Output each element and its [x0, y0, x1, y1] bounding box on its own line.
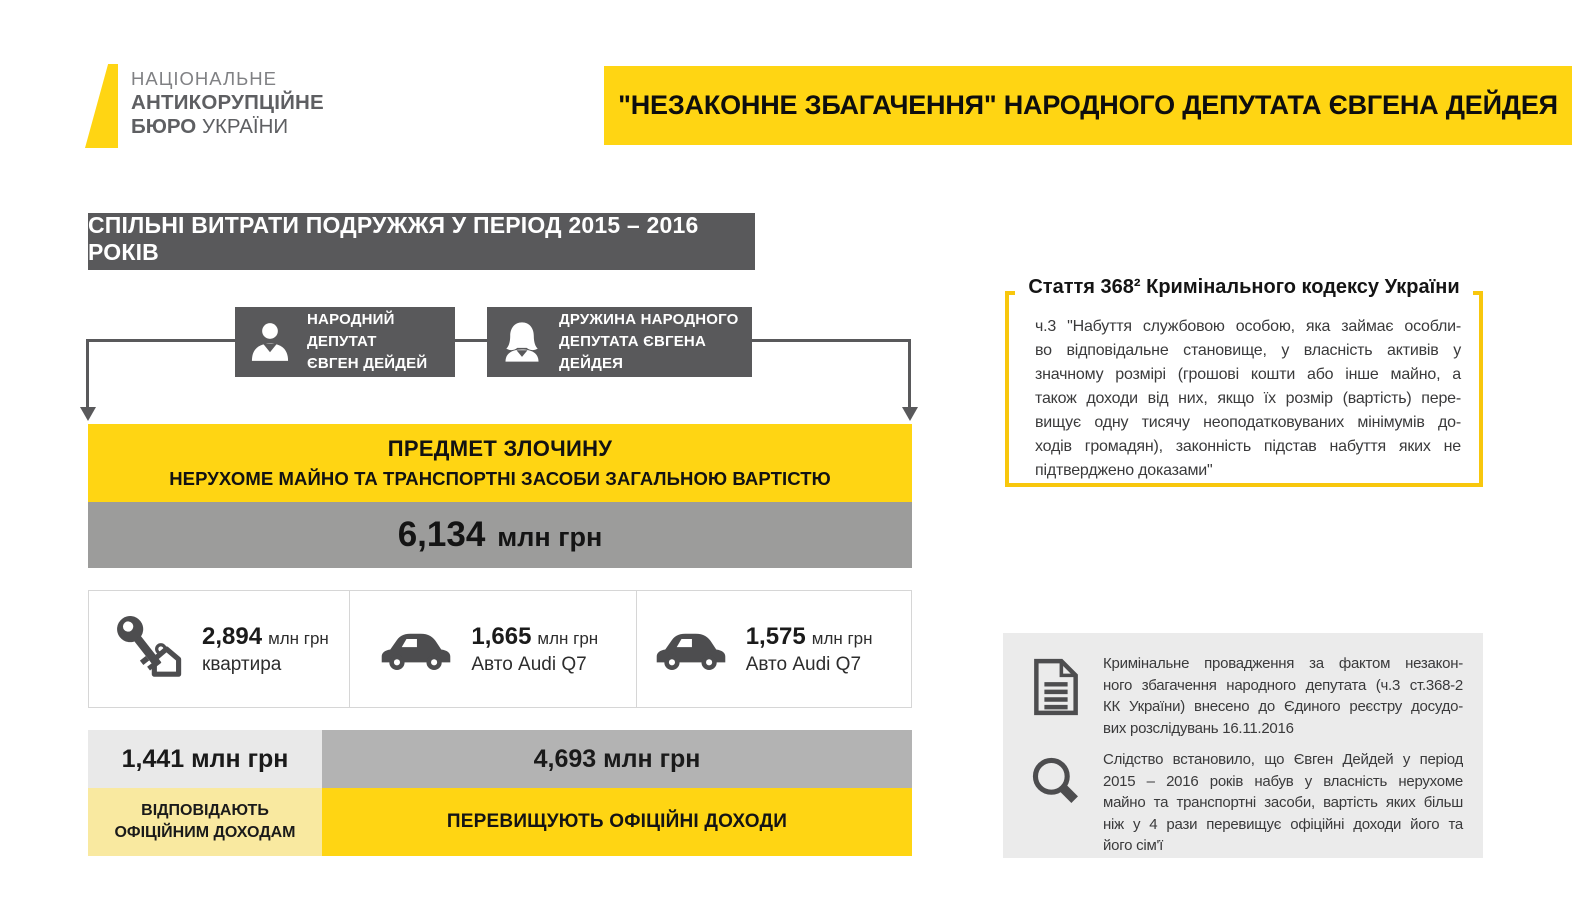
case-facts-panel: [1003, 633, 1483, 858]
title-banner: [604, 66, 1572, 145]
excess-income-value: 4,693 млн грн: [322, 730, 912, 788]
magnifier-icon: [1028, 753, 1084, 809]
nabu-logo: [131, 67, 324, 139]
woman-icon: [500, 318, 544, 366]
total-value: 6,134: [397, 515, 486, 554]
asset-unit: млн грн: [811, 628, 873, 648]
crime-subject-title: ПРЕДМЕТ ЗЛОЧИНУ: [387, 436, 613, 461]
asset-label: Авто Audi Q7: [745, 653, 862, 675]
car-icon: [651, 624, 731, 674]
person-box-deputy: [235, 307, 455, 377]
arrow-down-icon: [902, 407, 918, 421]
person-box-wife: [487, 307, 752, 377]
logo-line-1: НАЦІОНАЛЬНЕ: [131, 68, 278, 89]
connector-line: [87, 339, 235, 342]
logo-line-3: БЮРО УКРАЇНИ: [131, 115, 289, 138]
man-icon: [248, 318, 292, 366]
asset-label: Авто Audi Q7: [471, 653, 587, 675]
crime-subject-subtitle: НЕРУХОМЕ МАЙНО ТА ТРАНСПОРТНІ ЗАСОБИ ЗАГАЛЬНОЮ ВАРТІСТЮ: [169, 468, 831, 489]
car-icon: [376, 624, 456, 674]
total-unit: млн грн: [497, 522, 603, 552]
section-header: [88, 213, 755, 270]
law-quote-text: ч.3 "Набуття службовою особою, яка займає особли- во відповідальне становище, у власність активів у значному розмірі (грошові кошти або інше майно, а також доходи від них, якщо їх розмір (вартість) пере- вищує одну тисячу неоподатковуваних мінімумів до- ходів громадян), законність підстав набуття яких не підтверджено доказами": [1035, 318, 1461, 479]
legal-income-value: 1,441 млн грн: [88, 730, 322, 788]
asset-value: 2,894: [202, 622, 263, 650]
banner-title: "НЕЗАКОННЕ ЗБАГАЧЕННЯ" НАРОДНОГО ДЕПУТАТА ЄВГЕНА ДЕЙДЕЯ: [618, 90, 1558, 120]
total-value-box: [88, 502, 912, 568]
excess-income-label: ПЕРЕВИЩУЮТЬ ОФІЦІЙНІ ДОХОДИ: [322, 788, 912, 856]
asset-unit: млн грн: [537, 628, 599, 648]
asset-text: [471, 623, 598, 676]
asset-car-1: [350, 591, 636, 707]
asset-car-2: [637, 591, 911, 707]
logo-line-2: АНТИКОРУПЦІЙНЕ: [131, 91, 324, 114]
keys-icon: [103, 605, 187, 693]
fact-registration-text: Кримінальне провадження за фактом незакон- ного збагачення народного депутата (ч.3 ст.368-2 КК України) внесено до Єдиного реєстру досудо- вих розслідувань 16.11.2016: [1103, 655, 1463, 737]
asset-value: 1,575: [745, 622, 806, 650]
assets-row: [88, 590, 912, 708]
fact-registration: [1003, 653, 1483, 739]
person-label: ДРУЖИНА НАРОДНОГО ДЕПУТАТА ЄВГЕНА ДЕЙДЕЯ: [559, 311, 739, 372]
connector-line: [908, 339, 911, 409]
fact-investigation: [1003, 749, 1483, 857]
asset-text: [746, 623, 873, 676]
asset-text: [202, 623, 329, 676]
fact-investigation-text: Слідство встановило, що Євген Дейдей у період 2015 – 2016 років набув у власність нерухоме майно та транспортні засоби, вартість яких більш ніж у 4 рази перевищує офіційні доходи його та його сім'ї: [1103, 751, 1463, 854]
law-quote-box: [1005, 291, 1483, 487]
legal-income-label: ВІДПОВІДАЮТЬ ОФІЦІЙНИМ ДОХОДАМ: [88, 788, 322, 856]
section-header-text: СПІЛЬНІ ВИТРАТИ ПОДРУЖЖЯ У ПЕРІОД 2015 – 2016 РОКІВ: [88, 212, 755, 272]
person-label: НАРОДНИЙ ДЕПУТАТ ЄВГЕН ДЕЙДЕЙ: [307, 311, 428, 372]
connector-line: [455, 339, 487, 342]
asset-value: 1,665: [471, 622, 532, 650]
asset-unit: млн грн: [268, 628, 329, 648]
asset-label: квартира: [202, 653, 282, 675]
connector-line: [86, 339, 89, 409]
connector-line: [752, 339, 910, 342]
crime-subject-box: [88, 424, 912, 502]
law-title: Стаття 368² Кримінального кодексу України: [1005, 276, 1483, 299]
arrow-down-icon: [80, 407, 96, 421]
nabu-logo-triangle-icon: [85, 64, 118, 148]
asset-apartment: [89, 591, 350, 707]
document-icon: [1031, 657, 1081, 717]
